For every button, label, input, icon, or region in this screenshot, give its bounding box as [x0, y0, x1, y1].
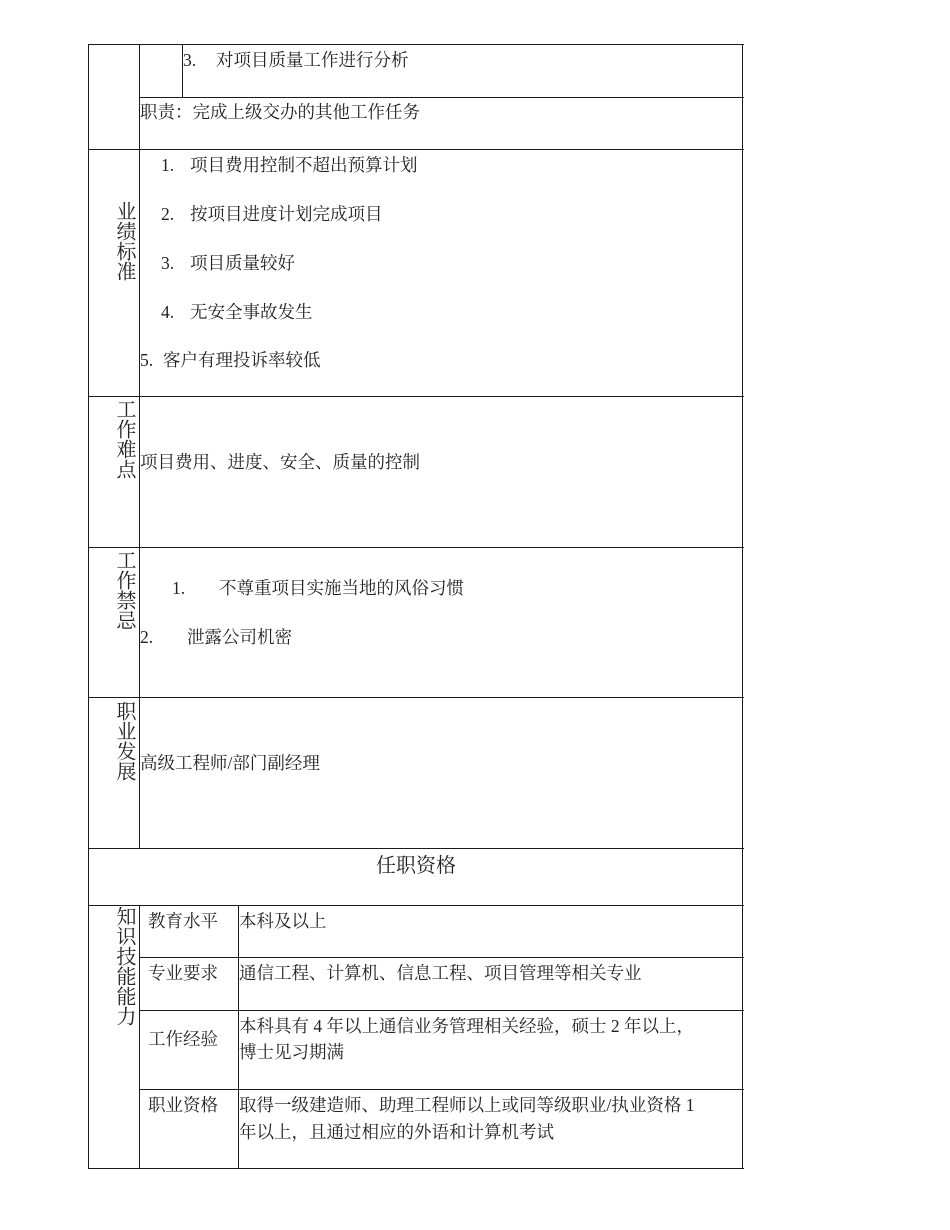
row-divider: [88, 848, 744, 849]
performance-label: 业绩标准: [113, 201, 135, 281]
performance-item-text: 客户有理投诉率较低: [163, 350, 321, 370]
performance-item-num: 2.: [161, 204, 175, 224]
qualification-value: 博士见习期满: [239, 1042, 344, 1062]
item3-number: 3.: [183, 50, 197, 70]
performance-item-text: 按项目进度计划完成项目: [190, 204, 383, 224]
difficulty-label: 工作难点: [113, 399, 135, 479]
row-divider: [88, 396, 744, 397]
qualification-key: 工作经验: [148, 1029, 218, 1049]
row-divider: [88, 905, 744, 906]
career-label: 职业发展: [113, 701, 135, 781]
row-divider: [88, 547, 744, 548]
taboo-item-text: 泄露公司机密: [187, 627, 292, 647]
qualification-key: 教育水平: [148, 911, 218, 931]
career-text: 高级工程师/部门副经理: [140, 753, 320, 773]
performance-item-num: 4.: [161, 302, 175, 322]
table-border-bottom: [88, 1168, 744, 1169]
performance-item-num: 3.: [161, 253, 175, 273]
qualification-key: 职业资格: [148, 1095, 218, 1115]
qualifications-title: 任职资格: [376, 855, 456, 877]
performance-item-text: 无安全事故发生: [190, 302, 313, 322]
row-divider: [88, 149, 744, 150]
qualification-key: 专业要求: [148, 963, 218, 983]
knowledge-skills-label: 知识技能能力: [113, 906, 135, 1026]
performance-item-text: 项目质量较好: [190, 253, 295, 273]
qualification-value: 取得一级建造师、助理工程师以上或同等级职业/执业资格 1: [239, 1095, 695, 1115]
table-border-top: [88, 44, 744, 45]
qualification-value: 本科具有 4 年以上通信业务管理相关经验，硕士 2 年以上，: [239, 1016, 694, 1036]
qualification-value: 年以上，且通过相应的外语和计算机考试: [239, 1122, 554, 1142]
taboo-item-num: 1.: [172, 578, 186, 598]
performance-item-num: 1.: [161, 155, 175, 175]
label-column-divider: [139, 44, 140, 849]
performance-item-num: 5.: [140, 350, 154, 370]
label-column-divider: [139, 905, 140, 1169]
taboo-label: 工作禁忌: [113, 550, 135, 630]
table-border-right: [742, 44, 743, 1169]
taboo-item-text: 不尊重项目实施当地的风俗习惯: [219, 578, 464, 598]
row-divider: [139, 957, 744, 958]
qualification-value: 通信工程、计算机、信息工程、项目管理等相关专业: [239, 963, 642, 983]
difficulty-text: 项目费用、进度、安全、质量的控制: [140, 452, 420, 472]
row-divider: [88, 697, 744, 698]
row-divider: [139, 1089, 744, 1090]
taboo-item-num: 2.: [140, 627, 154, 647]
item3-text: 对项目质量工作进行分析: [216, 50, 409, 70]
duty-text: 职责：完成上级交办的其他工作任务: [140, 102, 420, 122]
row-divider: [139, 1010, 744, 1011]
performance-item-text: 项目费用控制不超出预算计划: [190, 155, 418, 175]
qualification-value: 本科及以上: [239, 911, 327, 931]
